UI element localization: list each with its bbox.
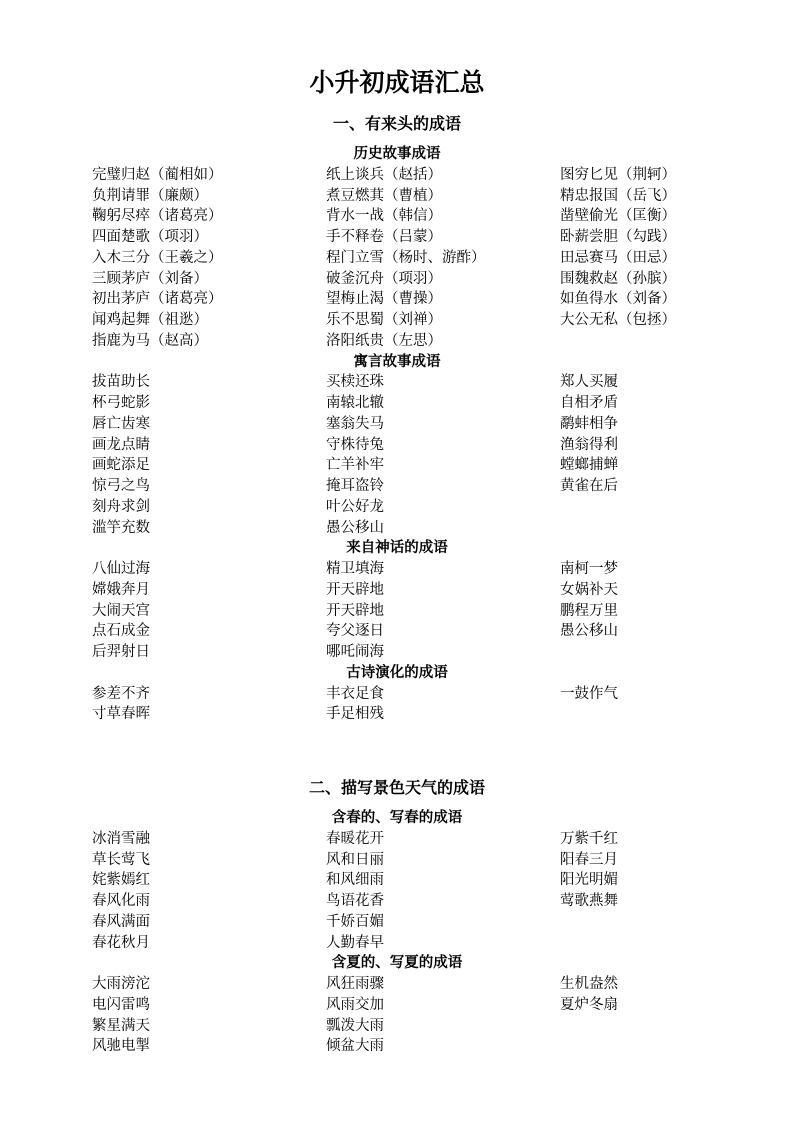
idiom-entry: 三顾茅庐（刘备） xyxy=(92,270,208,287)
idiom-entry: 洛阳纸贵（左思） xyxy=(326,332,442,349)
idiom-entry: 嫦娥奔月 xyxy=(92,581,150,598)
idiom-entry: 愚公移山 xyxy=(326,519,384,536)
idiom-entry: 守株待兔 xyxy=(326,436,384,453)
idiom-entry: 螳螂捕蝉 xyxy=(560,457,618,474)
idiom-entry: 夸父逐日 xyxy=(326,623,384,640)
idiom-entry: 鸟语花香 xyxy=(326,893,384,909)
idiom-entry: 开天辟地 xyxy=(326,581,384,598)
idiom-entry: 南柯一梦 xyxy=(560,561,618,577)
idiom-entry: 破釜沉舟（项羽） xyxy=(326,270,442,287)
idiom-entry: 煮豆燃萁（曹植） xyxy=(326,187,442,204)
idiom-entry: 春花秋月 xyxy=(92,934,150,951)
idiom-entry: 大闹天宫 xyxy=(92,602,150,619)
idiom-entry: 点石成金 xyxy=(92,623,150,640)
idiom-entry: 一鼓作气 xyxy=(560,685,618,702)
idiom-entry: 刻舟求剑 xyxy=(92,498,150,515)
idiom-entry: 惊弓之鸟 xyxy=(92,478,150,494)
idiom-entry: 万紫千红 xyxy=(560,830,618,847)
idiom-entry: 千娇百媚 xyxy=(326,913,384,930)
idiom-entry: 参差不齐 xyxy=(92,685,150,702)
subsection-heading: 寓言故事成语 xyxy=(353,352,441,370)
idiom-entry: 阳春三月 xyxy=(560,851,618,868)
idiom-entry: 大公无私（包拯） xyxy=(560,312,676,328)
idiom-entry: 南辕北辙 xyxy=(326,395,384,411)
idiom-entry: 乐不思蜀（刘禅） xyxy=(326,312,442,328)
idiom-entry: 夏炉冬扇 xyxy=(560,996,618,1013)
idiom-entry: 唇亡齿寒 xyxy=(92,415,150,432)
idiom-entry: 冰消雪融 xyxy=(92,830,150,847)
idiom-entry: 风驰电掣 xyxy=(92,1038,150,1055)
idiom-entry: 莺歌燕舞 xyxy=(560,893,618,909)
idiom-entry: 姹紫嫣红 xyxy=(92,872,150,889)
idiom-entry: 电闪雷鸣 xyxy=(92,996,150,1013)
document-title: 小升初成语汇总 xyxy=(309,68,485,97)
idiom-entry: 程门立雪（杨时、游酢） xyxy=(326,249,486,266)
idiom-entry: 滥竽充数 xyxy=(92,519,150,536)
section-heading: 二、描写景色天气的成语 xyxy=(308,778,485,797)
idiom-entry: 繁星满天 xyxy=(92,1017,150,1034)
idiom-entry: 风狂雨骤 xyxy=(326,976,384,992)
section-heading: 一、有来头的成语 xyxy=(332,114,461,133)
idiom-entry: 后羿射日 xyxy=(92,644,150,660)
idiom-entry: 春风满面 xyxy=(92,913,150,930)
idiom-entry: 瓢泼大雨 xyxy=(326,1017,384,1034)
idiom-entry: 渔翁得利 xyxy=(560,436,618,453)
idiom-entry: 亡羊补牢 xyxy=(326,457,384,474)
idiom-entry: 凿壁偷光（匡衡） xyxy=(560,208,676,225)
idiom-entry: 塞翁失马 xyxy=(326,415,384,432)
idiom-entry: 精卫填海 xyxy=(326,561,384,577)
idiom-entry: 闻鸡起舞（祖逖） xyxy=(92,312,208,328)
idiom-entry: 寸草春晖 xyxy=(92,706,150,723)
idiom-entry: 手不释卷（吕蒙） xyxy=(326,229,442,245)
subsection-heading: 含春的、写春的成语 xyxy=(331,809,463,826)
idiom-entry: 卧薪尝胆（勾践） xyxy=(560,229,676,245)
idiom-entry: 大雨滂沱 xyxy=(92,976,150,992)
idiom-entry: 春暖花开 xyxy=(326,830,384,847)
idiom-entry: 望梅止渴（曹操） xyxy=(326,291,442,308)
idiom-entry: 阳光明媚 xyxy=(560,872,618,889)
idiom-entry: 哪吒闹海 xyxy=(326,644,384,660)
idiom-entry: 围魏救赵（孙膑） xyxy=(560,270,676,287)
idiom-entry: 买椟还珠 xyxy=(326,374,384,391)
idiom-entry: 郑人买履 xyxy=(560,374,618,391)
idiom-entry: 纸上谈兵（赵括） xyxy=(326,166,442,183)
idiom-entry: 叶公好龙 xyxy=(326,498,384,515)
subsection-heading: 历史故事成语 xyxy=(353,145,441,162)
idiom-entry: 入木三分（王羲之） xyxy=(92,249,223,266)
idiom-entry: 四面楚歌（项羽） xyxy=(92,229,208,245)
idiom-entry: 和风细雨 xyxy=(326,872,384,889)
idiom-entry: 丰衣足食 xyxy=(326,685,384,702)
idiom-entry: 鞠躬尽瘁（诸葛亮） xyxy=(92,208,223,225)
idiom-entry: 指鹿为马（赵高） xyxy=(92,332,208,349)
idiom-entry: 鹬蚌相争 xyxy=(560,415,618,432)
idiom-entry: 风雨交加 xyxy=(326,996,384,1013)
idiom-entry: 画蛇添足 xyxy=(92,457,150,474)
subsection-heading: 古诗演化的成语 xyxy=(346,663,448,681)
subsection-heading: 含夏的、写夏的成语 xyxy=(331,954,463,972)
idiom-entry: 精忠报国（岳飞） xyxy=(560,187,676,204)
subsection-heading: 来自神话的成语 xyxy=(346,539,448,557)
idiom-entry: 画龙点睛 xyxy=(92,436,150,453)
idiom-entry: 春风化雨 xyxy=(92,893,150,909)
idiom-entry: 杯弓蛇影 xyxy=(92,395,150,411)
idiom-entry: 黄雀在后 xyxy=(560,478,618,494)
idiom-entry: 风和日丽 xyxy=(326,851,384,868)
idiom-entry: 女娲补天 xyxy=(560,581,618,598)
idiom-entry: 愚公移山 xyxy=(560,623,618,640)
idiom-entry: 图穷匕见（荆轲） xyxy=(560,166,676,183)
idiom-entry: 初出茅庐（诸葛亮） xyxy=(92,291,223,308)
idiom-entry: 草长莺飞 xyxy=(92,851,150,868)
idiom-entry: 背水一战（韩信） xyxy=(326,208,442,225)
idiom-entry: 倾盆大雨 xyxy=(326,1038,384,1055)
idiom-entry: 掩耳盗铃 xyxy=(326,478,384,494)
idiom-entry: 开天辟地 xyxy=(326,602,384,619)
idiom-entry: 拔苗助长 xyxy=(92,374,150,391)
idiom-entry: 如鱼得水（刘备） xyxy=(560,291,676,308)
idiom-entry: 人勤春早 xyxy=(326,934,384,951)
idiom-entry: 负荆请罪（廉颇） xyxy=(92,187,208,204)
idiom-entry: 自相矛盾 xyxy=(560,395,618,411)
idiom-entry: 田忌赛马（田忌） xyxy=(560,249,676,266)
idiom-entry: 手足相残 xyxy=(326,706,384,723)
idiom-entry: 鹏程万里 xyxy=(560,602,618,619)
idiom-entry: 八仙过海 xyxy=(92,561,150,577)
idiom-entry: 生机盎然 xyxy=(560,976,618,992)
idiom-entry: 完璧归赵（蔺相如） xyxy=(92,166,223,183)
